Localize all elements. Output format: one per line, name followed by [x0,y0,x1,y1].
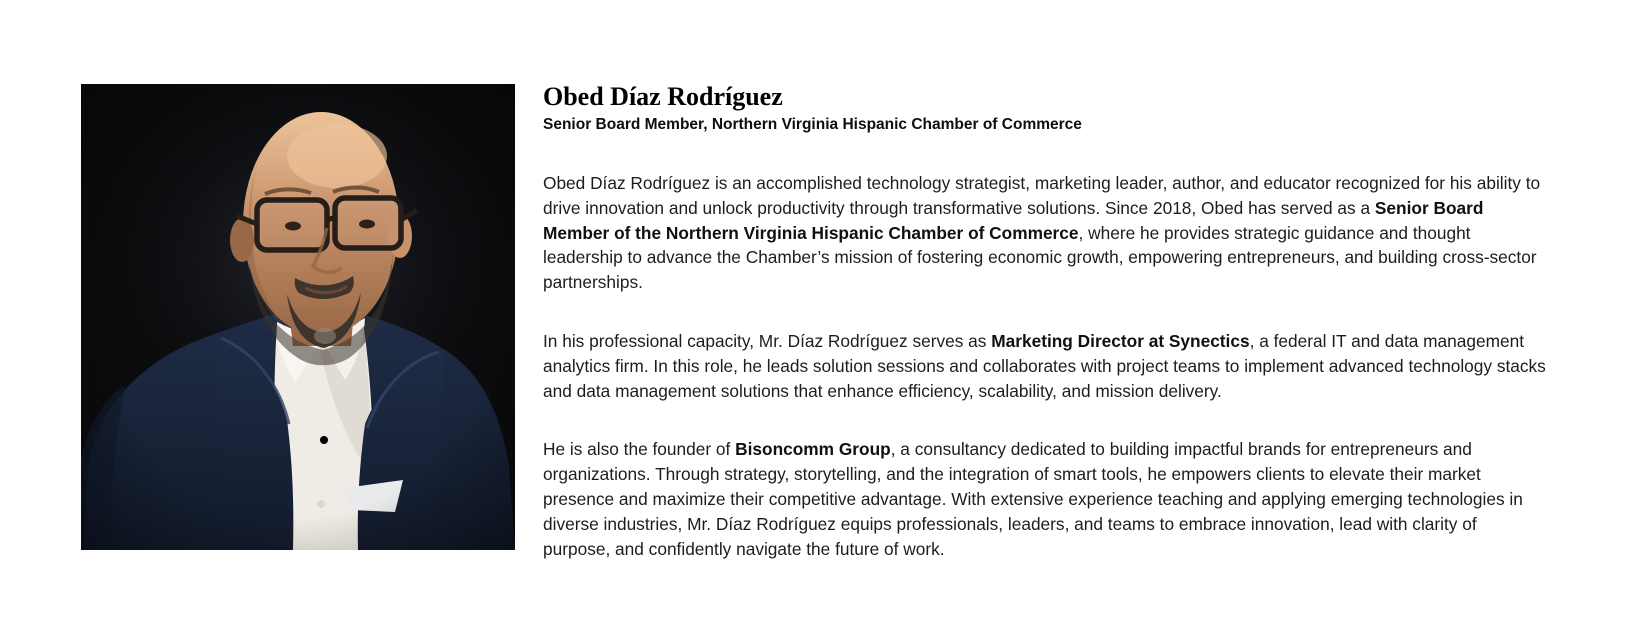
bio-paragraph: He is also the founder of Bisoncomm Group, a consultancy dedicated to building impactful brands for entrepreneurs and organizations. Through strategy, storytelling, and the integration of smart tools, he empowers clients to elevate their market presence and maximize their competitive advantage. With extensive experience teaching and applying emerging technologies in diverse industries, Mr. Díaz Rodríguez equips professionals, leaders, and teams to embrace innovation, lead with clarity of purpose, and confidently navigate the future of work. [543,439,1523,559]
profile-photo [81,84,515,550]
bio-paragraphs [543,171,1548,561]
bio-text [543,82,1548,561]
bio-paragraph: In his professional capacity, Mr. Díaz Rodríguez serves as Marketing Director at Synectics, a federal IT and data management analytics firm. In this role, he leads solution sessions and collaborates with project teams to implement advanced technology stacks and data management solutions that enhance efficiency, scalability, and mission delivery. [543,330,1546,401]
bio-paragraph: Obed Díaz Rodríguez is an accomplished technology strategist, marketing leader, author, and educator recognized for his ability to drive innovation and unlock productivity through transformative solutions. Since 2018, Obed has served as a Senior Board Member of the Northern Virginia Hispanic Chamber of Commerce, where he provides strategic guidance and thought leadership to advance the Chamber’s mission of fostering economic growth, empowering entrepreneurs, and building cross-sector partnerships. [543,173,1541,293]
photo-vignette [81,84,515,550]
portrait-illustration [81,84,515,550]
person-title: Senior Board Member, Northern Virginia Hispanic Chamber of Commerce [543,116,1082,133]
person-name: Obed Díaz Rodríguez [543,82,783,111]
